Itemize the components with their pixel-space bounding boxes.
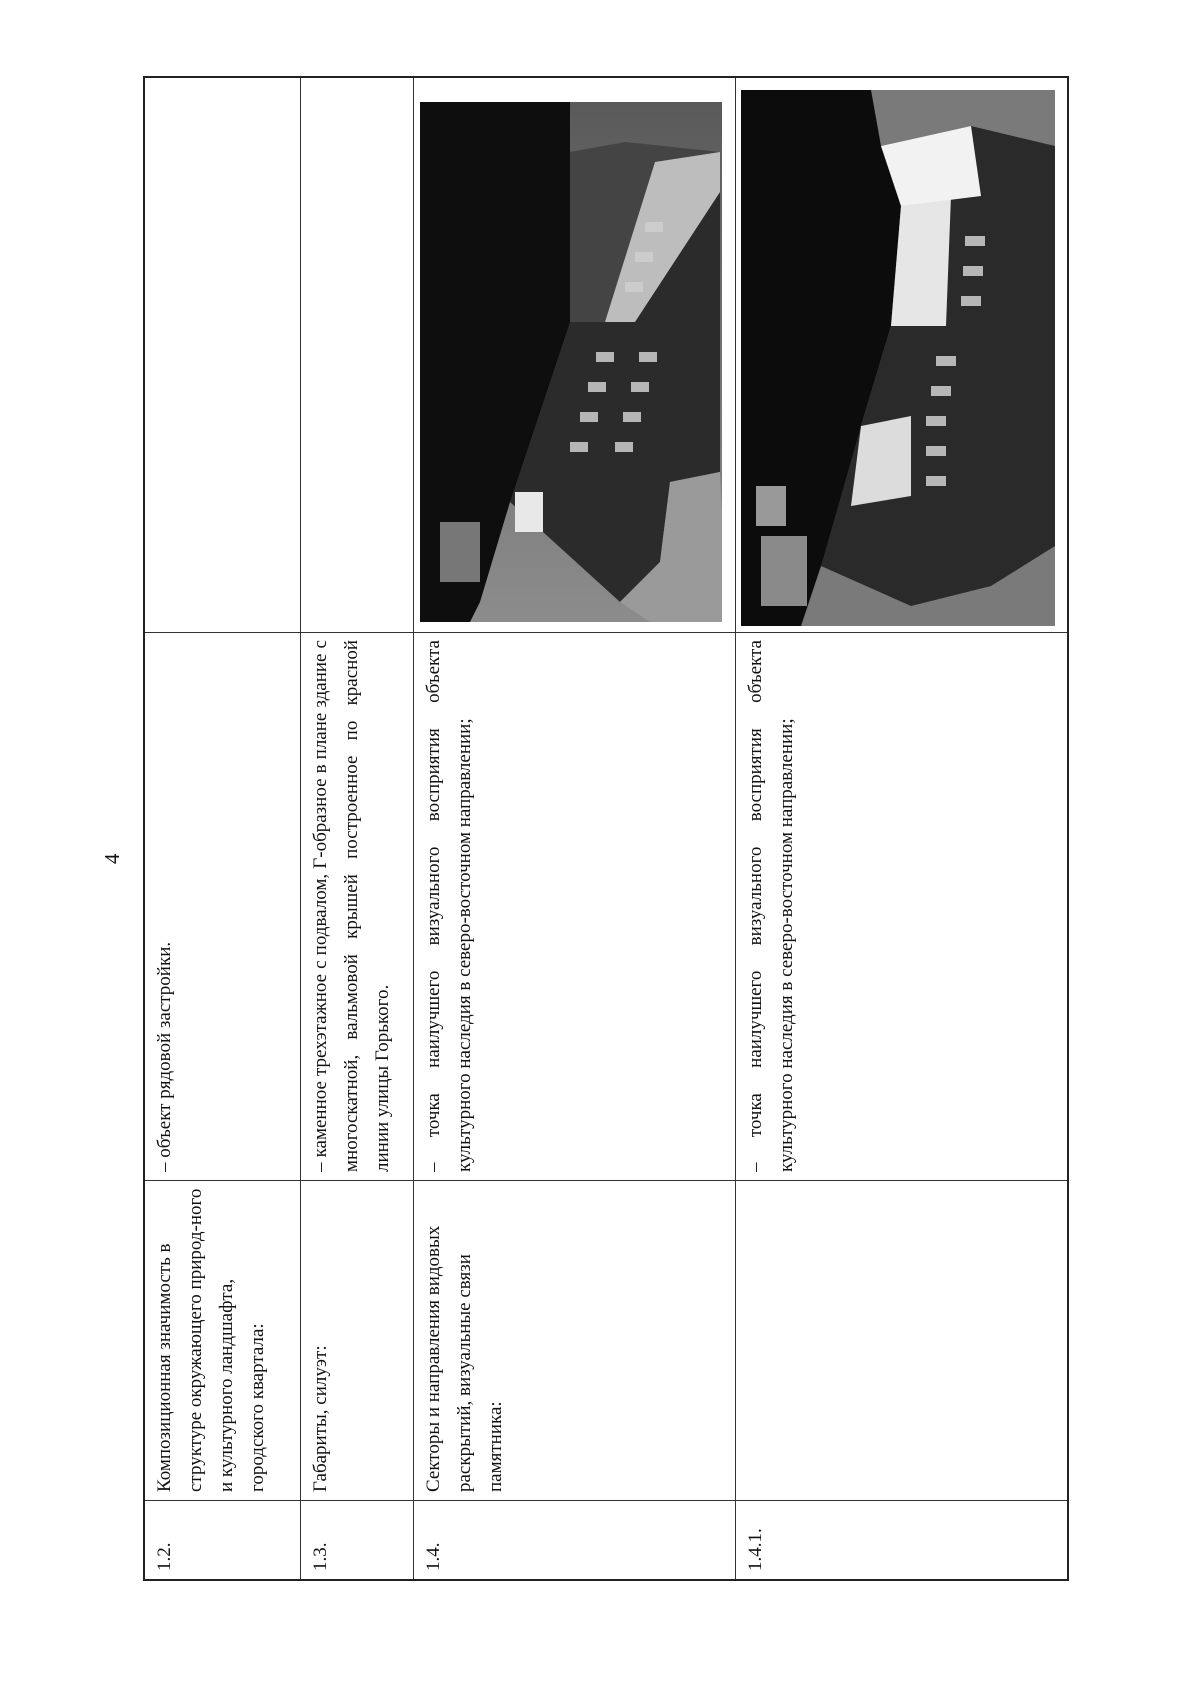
row-criterion: Композиционная значимость в структуре окружающего природ-ного и культурного ландшафта, городского квартала: <box>144 1181 301 1501</box>
table-row <box>301 77 414 1580</box>
heritage-object-table <box>143 76 1069 1581</box>
row-description: – каменное трехэтажное с подвалом, Г-образное в плане здание с многоскатной, вальмовой крышей построенное по красной линии улицы Горького. <box>301 633 414 1181</box>
table-row <box>414 77 736 1580</box>
rotated-page-content <box>101 140 1084 1581</box>
table-row <box>144 77 301 1580</box>
building-photo-2 <box>741 90 1055 626</box>
row-criterion: Габариты, силуэт: <box>301 1181 414 1501</box>
row-number: 1.4.1. <box>736 1501 1069 1581</box>
row-photo-cell <box>301 77 414 633</box>
row-description: – точка наилучшего визуального восприятия объекта культурного наследия в северо-восточном направлении; <box>414 633 736 1181</box>
page-number-text: 4 <box>100 853 124 864</box>
row-number: 1.4. <box>414 1501 736 1581</box>
row-photo-cell <box>414 77 736 633</box>
building-photo-1 <box>420 102 722 622</box>
page-number <box>101 128 123 1569</box>
row-criterion <box>736 1181 1069 1501</box>
row-photo-cell <box>144 77 301 633</box>
row-description: – объект рядовой застройки. <box>144 633 301 1181</box>
row-number: 1.2. <box>144 1501 301 1581</box>
row-criterion: Секторы и направления видовых раскрытий, визуальные связи памятника: <box>414 1181 736 1501</box>
row-photo-cell <box>736 77 1069 633</box>
table-row <box>736 77 1069 1580</box>
row-description: – точка наилучшего визуального восприятия объекта культурного наследия в северо-восточном направлении; <box>736 633 1069 1181</box>
row-number: 1.3. <box>301 1501 414 1581</box>
